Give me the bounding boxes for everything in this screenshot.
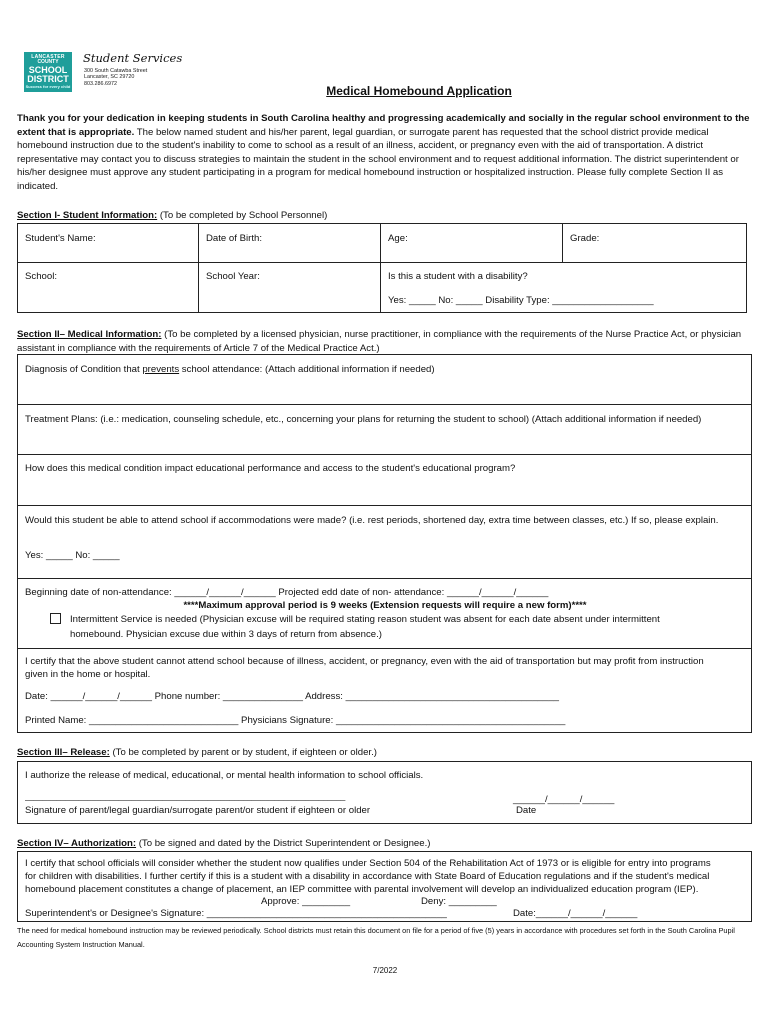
accommodations-yes-no[interactable]: Yes: _____ No: _____ <box>25 550 120 561</box>
divider <box>198 223 199 313</box>
max-approval-notice: ****Maximum approval period is 9 weeks (Extension requests will require a new form)**** <box>183 600 587 611</box>
section-1-note: (To be completed by School Personnel) <box>157 210 328 221</box>
divider <box>17 578 752 579</box>
section-3-note: (To be completed by parent or by student, if eighteen or older.) <box>109 747 377 758</box>
dob-label[interactable]: Date of Birth: <box>206 233 262 244</box>
logo-line-5: Success for every child <box>25 84 71 89</box>
intermittent-text-1: Intermittent Service is needed (Physician excuse will be required stating reason student was absent for each date absent under intermittent <box>70 614 660 625</box>
divider <box>380 223 381 313</box>
section-2-title: Section II– Medical Information: <box>17 329 162 340</box>
section-4-text-1: I certify that school officials will consider whether the student now qualifies under Section 504 of the Rehabilitation Act of 1973 or is eligible for entry into programs <box>25 858 711 869</box>
student-name-label[interactable]: Student's Name: <box>25 233 96 244</box>
address-line: 300 South Catawba Street <box>84 68 148 74</box>
page-title: Medical Homebound Application <box>326 84 512 98</box>
logo-line-1: LANCASTER <box>31 54 65 60</box>
intro-bold: Thank you for your dedication in keeping students in South Carolina healthy and progressing academically and socially in the regular school environment to the extent that is appropriate. <box>17 113 750 138</box>
section-4-note: (To be signed and dated by the District Superintendent or Designee.) <box>136 838 431 849</box>
divider <box>17 505 752 506</box>
section-4-heading <box>17 838 430 849</box>
disability-fields[interactable]: Yes: _____ No: _____ Disability Type: ___________________ <box>388 295 654 306</box>
grade-label[interactable]: Grade: <box>570 233 600 244</box>
release-date-line[interactable]: ______/______/______ <box>513 794 615 805</box>
section-4-title: Section IV– Authorization: <box>17 838 137 849</box>
divider <box>17 648 752 649</box>
release-authorization-text: I authorize the release of medical, educational, or mental health information to school officials. <box>25 770 424 781</box>
section-1-heading <box>17 210 327 221</box>
diagnosis-field[interactable] <box>25 364 435 375</box>
intermittent-checkbox[interactable] <box>50 613 61 624</box>
approve-field[interactable]: Approve: _________ <box>261 896 351 907</box>
non-attendance-dates[interactable]: Beginning date of non-attendance: ______/______/______ Projected edd date of non- attendance: ______/______/______ <box>25 587 549 598</box>
retention-footnote: The need for medical homebound instruction may be reviewed periodically. School districts must retain this document on file for a period of five (5) years in accordance with procedures set forth in the South Carolina Pupil Accounting System Instruction Manual. <box>17 926 735 949</box>
divider <box>17 454 752 455</box>
divider <box>17 262 747 263</box>
school-label[interactable]: School: <box>25 271 57 282</box>
intro-rest: The below named student and his/her parent, legal guardian, or surrogate parent has requested that the school district provide medical homebound instruction due to the student's inability to come to school as a result of an illness, accident, or pregnancy even with the aid of transportation. A district representative may contact you to discuss strategies to maintain the student in the school environment and to request additional information. The district superintendent or his/her designee must approve any student participating in a program for medical homebound instruction or hospitalized instruction. Please fully complete Section II as indicated. <box>17 126 739 192</box>
revision-date: 7/2022 <box>372 966 398 975</box>
intermittent-text-2: homebound. Physician excuse due within 3 days of return from absence.) <box>70 629 382 640</box>
divider <box>562 223 563 263</box>
parent-signature-label: Signature of parent/legal guardian/surrogate parent/or student if eighteen or older <box>25 805 371 816</box>
treatment-field[interactable]: Treatment Plans: (i.e.: medication, counseling schedule, etc., concerning your plans for returning the student to school) (Attach additional information if needed) <box>25 414 702 425</box>
section-4-text-2: for children with disabilities. I further certify if this is a student with a disability in accordance with State Board of Education regulations and if the student's medical <box>25 871 710 882</box>
logo-line-2: COUNTY <box>37 59 59 65</box>
department-name: Student Services <box>83 51 183 65</box>
diagnosis-text: Diagnosis of Condition that <box>25 364 143 375</box>
logo-line-4: DISTRICT <box>27 74 69 84</box>
impact-field[interactable]: How does this medical condition impact educational performance and access to the student's educational program? <box>25 463 516 474</box>
disability-question: Is this a student with a disability? <box>388 271 528 282</box>
printed-name-signature-fields[interactable]: Printed Name: ____________________________ Physicians Signature: ___________________________________________ <box>25 715 566 726</box>
logo-line-3: SCHOOL <box>28 65 68 75</box>
age-label[interactable]: Age: <box>388 233 408 244</box>
school-year-label[interactable]: School Year: <box>206 271 260 282</box>
deny-field[interactable]: Deny: _________ <box>421 896 497 907</box>
section-2-note: (To be completed by a licensed physician, nurse practitioner, in compliance with the requirements of the Nurse Practice Act, or physician assistant in compliance with the requirements of Article 7 of the Medical Practice Act.) <box>17 329 742 354</box>
section-3-title: Section III– Release: <box>17 747 110 758</box>
superintendent-signature-field[interactable]: Superintendent's or Designee's Signature: _____________________________________________ <box>25 908 447 919</box>
intro-paragraph <box>17 112 752 194</box>
section-2-heading <box>17 328 752 355</box>
release-date-label: Date <box>516 805 537 816</box>
address-line: Lancaster, SC 29720 <box>84 74 135 81</box>
address-line: 803.286.6972 <box>84 80 117 87</box>
section-1-title: Section I- Student Information: <box>17 210 158 221</box>
accommodations-field[interactable]: Would this student be able to attend school if accommodations were made? (i.e. rest periods, shortened day, extra time between classes, etc.) If so, please explain. <box>25 515 719 526</box>
diagnosis-underlined: prevents <box>142 364 180 375</box>
section-4-text-3: homebound placement constitutes a change of placement, an IEP committee with parental involvement will develop an individualized education program (IEP). <box>25 884 699 895</box>
certify-text-2: given in the home or hospital. <box>25 669 151 680</box>
superintendent-date-field[interactable]: Date:______/______/______ <box>513 908 638 919</box>
date-phone-address-fields[interactable]: Date: ______/______/______ Phone number: _______________ Address: ________________________________________ <box>25 691 560 702</box>
parent-signature-line[interactable]: ________________________________________________________________________ <box>25 792 346 801</box>
section-3-heading <box>17 747 377 758</box>
certify-text-1: I certify that the above student cannot attend school because of illness, accident, or pregnancy, even with the aid of transportation but may profit from instruction <box>25 656 704 667</box>
divider <box>17 404 752 405</box>
diagnosis-text-end: school attendance: (Attach additional information if needed) <box>179 364 435 375</box>
